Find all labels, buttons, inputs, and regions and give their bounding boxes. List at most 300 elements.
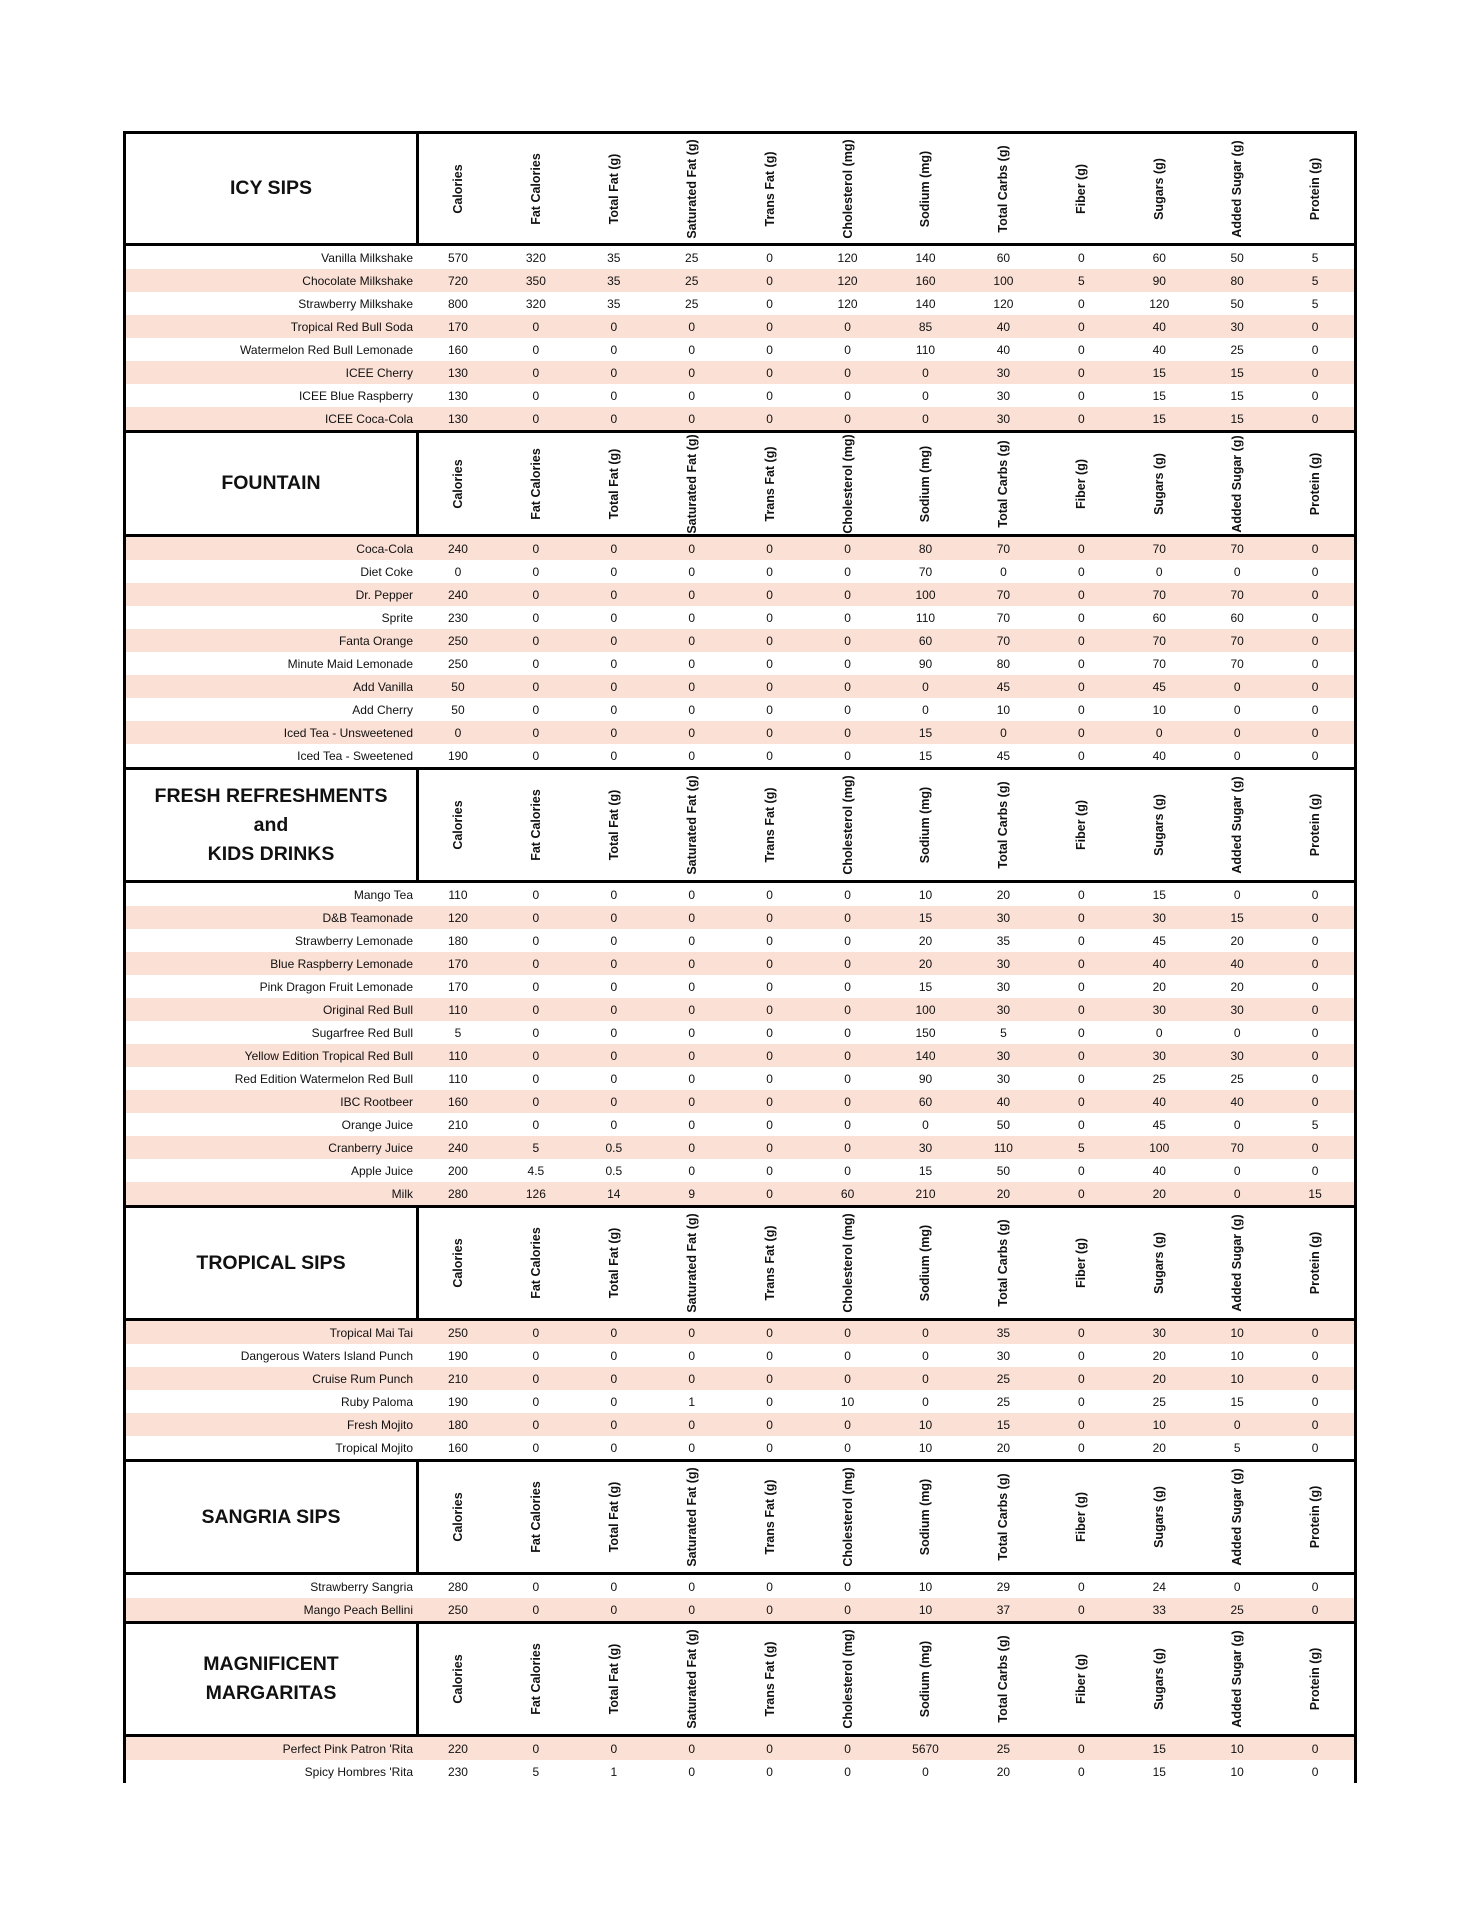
table-cell: 20 [1152,979,1166,994]
table-cell: 200 [447,1163,468,1178]
table-cell: 0 [844,411,851,426]
table-cell: 0 [1311,319,1319,334]
table-cell: 35 [996,933,1011,948]
table-cell: 0 [688,564,696,579]
table-row [126,269,1354,292]
table-cell: 0 [1077,1186,1085,1201]
table-cell: 0 [532,1440,540,1455]
item-name: Milk [391,1186,413,1201]
table-cell: 20 [1152,1440,1166,1455]
table-cell: 0 [610,1048,618,1063]
table-cell: 0 [1311,1325,1319,1340]
column-header [1198,134,1276,243]
table-cell: 250 [447,656,468,671]
table-row [126,675,1354,698]
table-cell: 0 [688,1440,696,1455]
table-cell: 15 [1152,388,1166,403]
table-cell: 0 [1311,365,1319,380]
column-header-label: Total Fat (g) [606,1643,621,1715]
column-header [731,1462,809,1572]
table-cell: 0 [766,1048,773,1063]
table-cell: 0 [1155,564,1163,579]
table-cell: 0 [688,587,696,602]
table-cell: 0 [844,1002,851,1017]
table-cell: 0 [1311,388,1319,403]
table-cell: 0 [1077,956,1085,971]
column-header [1198,770,1276,880]
table-cell: 0 [610,541,618,556]
table-row [126,629,1354,652]
table-cell: 70 [918,564,933,579]
table-cell: 30 [996,956,1011,971]
table-row [126,361,1354,384]
column-header-label: Fiber (g) [1074,458,1089,509]
table-cell: 0 [766,587,773,602]
table-cell: 70 [1152,541,1166,556]
table-cell: 0 [1077,1325,1085,1340]
table-cell: 0 [610,1325,618,1340]
table-cell: 0 [1311,1071,1319,1086]
table-cell: 0 [844,1348,851,1363]
table-cell: 0 [1077,296,1085,311]
item-name: Yellow Edition Tropical Red Bull [244,1048,413,1063]
table-cell: 0 [1077,910,1085,925]
table-cell: 70 [1152,587,1166,602]
table-cell: 0 [1000,725,1007,740]
column-header-label: Added Sugar (g) [1230,1468,1245,1566]
column-header-label: Cholesterol (mg) [840,1213,855,1313]
table-cell: 30 [1152,1048,1166,1063]
table-cell: 0 [610,887,618,902]
column-header-label: Added Sugar (g) [1230,139,1245,238]
column-header [1198,433,1276,534]
table-cell: 0 [1077,933,1085,948]
table-cell: 30 [918,1140,933,1155]
table-cell: 210 [915,1186,936,1201]
table-cell: 0 [844,933,851,948]
table-cell: 0 [532,388,540,403]
table-row [126,952,1354,975]
item-name: Cranberry Juice [328,1140,413,1155]
column-header-label: Total Carbs (g) [996,144,1011,233]
table-cell: 60 [918,633,933,648]
table-cell: 24 [1152,1579,1166,1594]
table-cell: 1 [610,1764,618,1779]
table-cell: 45 [1152,1117,1166,1132]
column-header-label: Fiber (g) [1074,1492,1089,1542]
table-cell: 0 [610,610,618,625]
table-cell: 0 [766,1741,773,1756]
table-cell: 30 [996,365,1011,380]
table-cell: 40 [1152,342,1166,357]
table-cell: 240 [447,1140,468,1155]
table-cell: 0 [688,910,696,925]
column-header [497,134,575,243]
table-cell: 0 [1311,887,1319,902]
table-cell: 30 [996,1002,1011,1017]
table-cell: 0 [1077,1371,1085,1386]
table-cell: 250 [447,1602,468,1617]
table-cell: 0 [844,656,851,671]
table-cell: 0 [844,1163,851,1178]
column-header [1198,1624,1276,1734]
table-cell: 70 [1230,587,1244,602]
table-cell: 0 [610,1025,618,1040]
column-header [1120,134,1198,243]
item-name: Chocolate Milkshake [302,273,413,288]
table-cell: 0 [1077,564,1085,579]
item-name: Watermelon Red Bull Lemonade [240,342,413,357]
table-cell: 0 [610,1117,618,1132]
table-cell: 0 [766,1094,773,1109]
item-name: D&B Teamonade [322,910,413,925]
table-cell: 0 [766,541,773,556]
column-header [419,770,497,880]
table-cell: 15 [1230,411,1244,426]
table-cell: 0 [688,1140,696,1155]
table-cell: 35 [607,296,621,311]
section-title: MAGNIFICENT MARGARITAS [126,1624,419,1734]
table-cell: 120 [837,250,858,265]
table-cell: 5670 [912,1741,939,1756]
table-cell: 170 [447,979,468,994]
table-cell: 0 [1077,1025,1085,1040]
table-cell: 0 [532,702,540,717]
column-headers [419,770,1354,880]
column-header [1276,134,1354,243]
table-cell: 0 [532,1071,540,1086]
table-cell: 0 [844,1764,851,1779]
table-cell: 0 [532,1602,540,1617]
table-cell: 0 [766,1440,773,1455]
table-row [126,1737,1354,1760]
table-row [126,1413,1354,1436]
table-cell: 0 [766,887,773,902]
table-cell: 0 [844,541,851,556]
table-cell: 15 [1152,411,1166,426]
table-cell: 25 [996,1741,1011,1756]
table-cell: 5 [1311,1117,1319,1132]
table-cell: 126 [525,1186,546,1201]
table-cell: 280 [447,1579,468,1594]
table-cell: 0 [844,1602,851,1617]
table-cell: 30 [1230,1002,1244,1017]
table-cell: 0 [688,1048,696,1063]
table-cell: 0 [1311,748,1319,763]
column-header [1042,433,1120,534]
table-cell: 0 [610,1002,618,1017]
table-cell: 0 [532,910,540,925]
table-cell: 25 [1230,1071,1244,1086]
item-name: Add Vanilla [353,679,413,694]
table-cell: 0 [844,679,851,694]
table-cell: 0 [1233,725,1241,740]
table-cell: 0 [688,1764,696,1779]
table-cell: 0 [532,587,540,602]
table-cell: 70 [996,541,1011,556]
column-header-label: Sugars (g) [1152,1486,1167,1548]
table-cell: 0 [766,1764,773,1779]
table-cell: 0 [922,411,929,426]
table-cell: 120 [837,296,858,311]
table-cell: 0 [532,956,540,971]
table-cell: 70 [1152,633,1166,648]
column-header-label: Total Carbs (g) [996,1635,1011,1723]
table-cell: 0 [922,365,929,380]
column-header [497,1208,575,1318]
table-cell: 50 [1230,250,1244,265]
table-cell: 110 [915,610,936,625]
table-cell: 0 [688,1371,696,1386]
column-header-label: Fat Calories [528,152,543,225]
table-cell: 0 [1077,1048,1085,1063]
table-cell: 4.5 [527,1163,545,1178]
table-cell: 0 [532,1741,540,1756]
table-cell: 110 [915,342,936,357]
table-row [126,1021,1354,1044]
column-header [1198,1462,1276,1572]
table-cell: 15 [1308,1186,1322,1201]
table-cell: 0 [532,633,540,648]
table-cell: 180 [447,1417,468,1432]
table-cell: 0 [610,656,618,671]
item-name: Dr. Pepper [355,587,413,602]
item-name: Minute Maid Lemonade [287,656,413,671]
table-cell: 110 [448,887,468,902]
column-header [575,1462,653,1572]
table-cell: 0 [1311,933,1319,948]
table-cell: 80 [1230,273,1244,288]
table-cell: 110 [448,1071,468,1086]
table-row [126,1044,1354,1067]
table-cell: 0 [1155,725,1163,740]
table-cell: 0 [1077,342,1085,357]
table-cell: 0 [1311,587,1319,602]
table-cell: 800 [447,296,468,311]
column-header-label: Cholesterol (mg) [840,433,855,534]
table-cell: 0 [1077,1002,1085,1017]
table-cell: 50 [451,702,465,717]
table-cell: 0 [610,564,618,579]
table-cell: 0 [766,250,773,265]
table-cell: 40 [1152,748,1166,763]
table-cell: 25 [996,1371,1011,1386]
table-row [126,721,1354,744]
table-cell: 20 [996,1440,1011,1455]
column-header-label: Fat Calories [528,1481,543,1553]
table-cell: 0 [688,748,696,763]
column-header [653,433,731,534]
table-cell: 0 [532,342,540,357]
table-row [126,1598,1354,1621]
column-header-label: Fat Calories [528,447,543,520]
table-cell: 50 [996,1163,1011,1178]
column-header [653,1624,731,1734]
table-cell: 70 [996,610,1011,625]
table-cell: 0 [766,702,773,717]
table-cell: 0 [532,1048,540,1063]
item-name: Perfect Pink Patron 'Rita [282,1741,413,1756]
table-row [126,606,1354,629]
column-header [1276,1462,1354,1572]
table-cell: 0 [1311,610,1319,625]
table-cell: 80 [996,656,1011,671]
table-cell: 85 [918,319,933,334]
table-cell: 0 [1311,702,1319,717]
column-headers [419,433,1354,534]
column-header [964,134,1042,243]
table-cell: 10 [996,702,1011,717]
column-header [419,1462,497,1572]
table-cell: 25 [1230,1602,1244,1617]
table-cell: 10 [918,1440,933,1455]
item-name: Diet Coke [360,564,413,579]
table-cell: 0 [532,1002,540,1017]
table-cell: 0 [532,610,540,625]
column-header-label: Trans Fat (g) [762,445,777,522]
table-cell: 0 [844,1094,851,1109]
table-cell: 10 [1230,1325,1244,1340]
section-header [126,1621,1354,1737]
table-cell: 100 [915,1002,936,1017]
table-cell: 0 [1077,541,1085,556]
column-header-label: Protein (g) [1308,793,1323,857]
column-header-label: Total Carbs (g) [996,439,1011,528]
table-cell: 0 [922,1764,929,1779]
column-header-label: Saturated Fat (g) [684,1213,699,1313]
table-cell: 35 [996,1325,1011,1340]
table-cell: 0 [532,979,540,994]
item-name: Dangerous Waters Island Punch [240,1348,413,1363]
table-cell: 0 [1311,633,1319,648]
column-header-label: Sodium (mg) [918,445,933,522]
table-cell: 0 [688,933,696,948]
table-cell: 33 [1152,1602,1166,1617]
table-cell: 190 [447,748,468,763]
column-header-label: Total Carbs (g) [996,1219,1011,1307]
table-cell: 20 [996,1186,1011,1201]
table-cell: 0 [532,1371,540,1386]
table-cell: 130 [447,365,468,380]
table-cell: 0 [766,1140,773,1155]
table-cell: 0 [844,1071,851,1086]
table-cell: 25 [1152,1071,1166,1086]
table-cell: 0 [688,388,696,403]
column-header [653,770,731,880]
column-header [1042,770,1120,880]
table-cell: 20 [996,887,1011,902]
table-cell: 0 [766,633,773,648]
table-row [126,929,1354,952]
section-title: FRESH REFRESHMENTS and KIDS DRINKS [126,770,419,880]
table-cell: 0 [844,1579,851,1594]
column-header-label: Total Fat (g) [606,1227,621,1299]
table-cell: 70 [996,633,1011,648]
table-cell: 0 [766,1071,773,1086]
table-cell: 90 [918,1071,933,1086]
table-row [126,1090,1354,1113]
table-cell: 100 [1149,1140,1170,1155]
item-name: Pink Dragon Fruit Lemonade [259,979,413,994]
table-cell: 0 [688,887,696,902]
table-cell: 60 [1152,250,1166,265]
column-header-label: Fiber (g) [1074,800,1089,850]
item-name: Add Cherry [352,702,413,717]
table-row [126,583,1354,606]
table-cell: 130 [447,411,468,426]
table-cell: 15 [1230,1394,1244,1409]
column-header-label: Fiber (g) [1074,1238,1089,1288]
table-row [126,744,1354,767]
column-header-label: Fiber (g) [1074,163,1089,214]
column-header-label: Trans Fat (g) [762,1225,777,1301]
column-header-label: Sodium (mg) [918,786,933,864]
table-cell: 0 [766,1163,773,1178]
table-cell: 0 [610,1602,618,1617]
column-header-label: Sugars (g) [1152,1232,1167,1294]
column-header [575,134,653,243]
table-cell: 160 [447,1094,468,1109]
table-cell: 0 [1077,1394,1085,1409]
table-cell: 0 [844,887,851,902]
item-name: ICEE Coca-Cola [324,411,413,426]
column-header-label: Total Carbs (g) [996,781,1011,869]
table-cell: 0 [1233,564,1241,579]
table-cell: 180 [447,933,468,948]
table-cell: 0 [844,587,851,602]
column-header-label: Saturated Fat (g) [684,1467,699,1567]
table-cell: 25 [685,250,699,265]
table-cell: 45 [996,679,1011,694]
table-cell: 5 [454,1025,462,1040]
table-cell: 40 [1152,1094,1166,1109]
column-header-label: Sugars (g) [1152,1648,1167,1710]
table-cell: 20 [918,956,933,971]
column-header [575,1624,653,1734]
table-cell: 140 [915,1048,936,1063]
table-cell: 0.5 [605,1163,623,1178]
table-cell: 45 [996,748,1011,763]
table-cell: 0 [1233,748,1241,763]
table-cell: 0 [1077,1417,1085,1432]
table-cell: 45 [1152,679,1166,694]
table-row [126,883,1354,906]
table-cell: 40 [1152,319,1166,334]
table-cell: 0 [1311,1394,1319,1409]
item-name: Fresh Mojito [346,1417,413,1432]
table-cell: 0 [454,564,462,579]
table-cell: 70 [1152,656,1166,671]
table-cell: 0 [688,319,696,334]
table-row [126,292,1354,315]
item-name: Strawberry Milkshake [298,296,413,311]
column-header [1276,770,1354,880]
column-headers [419,134,1354,243]
table-cell: 0 [766,564,773,579]
table-cell: 0 [610,1741,618,1756]
column-header-label: Sugars (g) [1152,794,1167,856]
table-cell: 0 [766,296,773,311]
table-cell: 0 [610,748,618,763]
table-cell: 0 [1077,587,1085,602]
table-cell: 0 [532,933,540,948]
table-cell: 140 [915,250,936,265]
table-cell: 0 [1311,725,1319,740]
table-cell: 0 [844,910,851,925]
column-header [1042,1624,1120,1734]
table-cell: 45 [1152,933,1166,948]
column-header [419,1624,497,1734]
